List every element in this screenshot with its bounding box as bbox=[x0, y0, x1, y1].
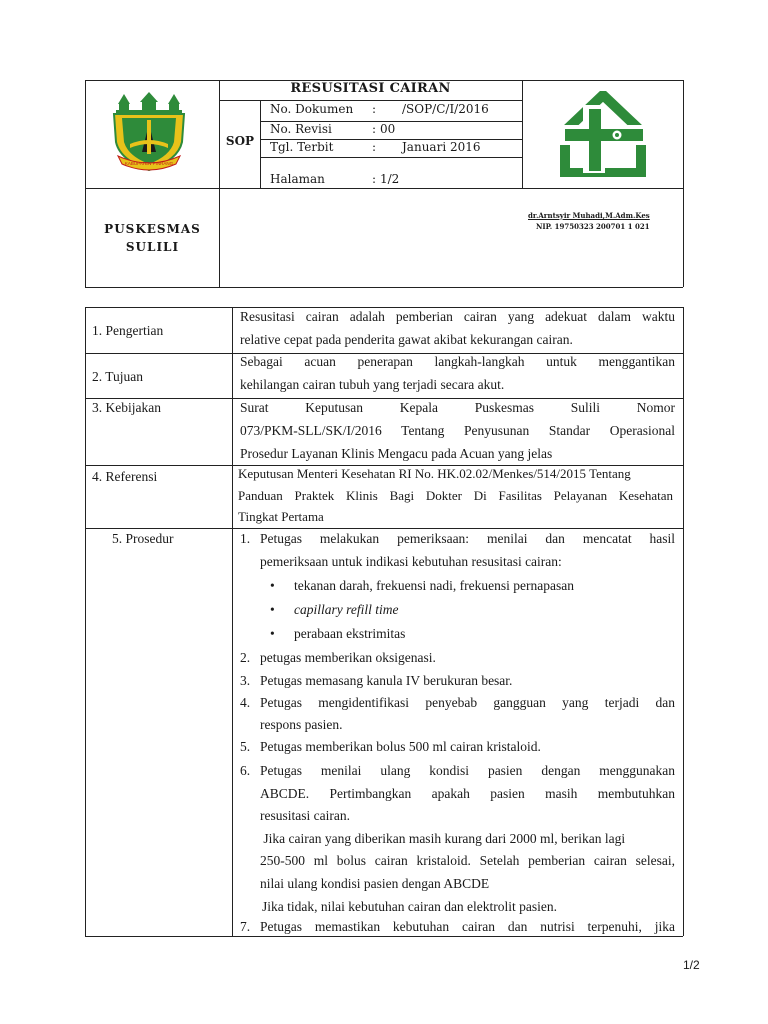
sop-label: SOP bbox=[225, 134, 255, 148]
document-title: RESUSITASI CAIRAN bbox=[290, 81, 451, 96]
label-tujuan: 2. Tujuan bbox=[92, 369, 144, 384]
facility-name-line1: PUSKESMAS bbox=[104, 222, 201, 236]
puskesmas-logo bbox=[555, 91, 651, 177]
referensi-line-2: Panduan Praktek Klinis Bagi Dokter Di Fasilitas Pelayanan Kesehatan bbox=[238, 488, 673, 503]
kebijakan-line-1: Surat Keputusan Kepala Puskesmas Sulili Nomor bbox=[240, 400, 675, 415]
facility-name-line2: SULILI bbox=[125, 240, 180, 254]
kebijakan-line-2: 073/PKM-SLL/SK/I/2016 Tentang Penyusunan Standar Operasional bbox=[240, 423, 675, 438]
signer-name: dr.Arntsyir Muhadi,M.Adm.Kes bbox=[528, 211, 650, 220]
label-prosedur: 5. Prosedur bbox=[112, 531, 174, 546]
bullet-icon: • bbox=[270, 578, 275, 593]
regency-logo bbox=[104, 90, 194, 176]
page-number: 1/2 bbox=[683, 958, 700, 972]
label-pengertian: 1. Pengertian bbox=[92, 323, 164, 338]
list-item: • perabaan ekstrimitas bbox=[270, 626, 406, 641]
bullet-icon: • bbox=[270, 602, 275, 617]
label-referensi: 4. Referensi bbox=[92, 469, 158, 484]
logo-ribbon-text: KABUPATEN PINRANG bbox=[124, 161, 174, 166]
label-kebijakan: 3. Kebijakan bbox=[92, 400, 161, 415]
pengertian-line-2: relative cepat pada penderita gawat akibat kekurangan cairan. bbox=[240, 332, 573, 347]
tujuan-line-2: kehilangan cairan tubuh yang terjadi secara akut. bbox=[240, 377, 505, 392]
list-item: • capillary refill time bbox=[270, 602, 399, 617]
tujuan-line-1: Sebagai acuan penerapan langkah-langkah untuk menggantikan bbox=[240, 354, 675, 369]
referensi-line-3: Tingkat Pertama bbox=[238, 509, 324, 524]
signer-nip: NIP. 19750323 200701 1 021 bbox=[536, 222, 650, 231]
bullet-icon: • bbox=[270, 626, 275, 641]
referensi-line-1: Keputusan Menteri Kesehatan RI No. HK.02.02/Menkes/514/2015 Tentang bbox=[238, 466, 631, 481]
list-item: • tekanan darah, frekuensi nadi, frekuensi pernapasan bbox=[270, 578, 574, 593]
kebijakan-line-3: Prosedur Layanan Klinis Mengacu pada Acuan yang jelas bbox=[240, 446, 553, 461]
pengertian-line-1: Resusitasi cairan adalah pemberian cairan yang adekuat dalam waktu bbox=[240, 309, 675, 324]
